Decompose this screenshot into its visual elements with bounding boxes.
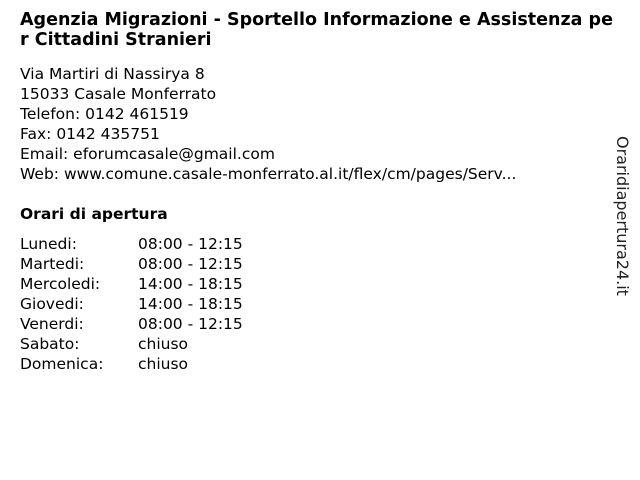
- address-block: [20, 64, 605, 184]
- email-address: Email: eforumcasale@gmail.com: [20, 145, 275, 163]
- hours-row-thursday: [20, 294, 243, 314]
- fax-number: Fax: 0142 435751: [20, 125, 160, 143]
- time-value: 08:00 - 12:15: [138, 255, 243, 273]
- street-address: Via Martiri di Nassirya 8: [20, 65, 205, 83]
- hours-row-tuesday: [20, 254, 243, 274]
- day-label: Giovedi:: [20, 295, 84, 313]
- day-label: Domenica:: [20, 355, 104, 373]
- time-value: 14:00 - 18:15: [138, 295, 243, 313]
- hours-row-saturday: [20, 334, 243, 354]
- opening-hours-table: [20, 234, 243, 374]
- hours-row-sunday: [20, 354, 243, 374]
- website-link: Web: www.comune.casale-monferrato.al.it/flex/cm/pages/Serv...: [20, 165, 517, 183]
- phone-number: Telefon: 0142 461519: [20, 105, 189, 123]
- day-label: Martedi:: [20, 255, 85, 273]
- time-value: 14:00 - 18:15: [138, 275, 243, 293]
- city-address: 15033 Casale Monferrato: [20, 85, 217, 103]
- time-value: 08:00 - 12:15: [138, 235, 243, 253]
- day-label: Mercoledi:: [20, 275, 101, 293]
- site-watermark: Oraridiapertura24.it: [613, 136, 632, 296]
- time-value: 08:00 - 12:15: [138, 315, 243, 333]
- day-label: Lunedi:: [20, 235, 77, 253]
- day-label: Sabato:: [20, 335, 80, 353]
- hours-row-monday: [20, 234, 243, 254]
- day-label: Venerdi:: [20, 315, 84, 333]
- time-value: chiuso: [138, 355, 189, 373]
- hours-row-wednesday: [20, 274, 243, 294]
- opening-hours-heading: Orari di apertura: [20, 205, 168, 223]
- page-title: Agenzia Migrazioni - Sportello Informazione e Assistenza per Cittadini Stranieri: [20, 10, 613, 50]
- hours-row-friday: [20, 314, 243, 334]
- time-value: chiuso: [138, 335, 189, 353]
